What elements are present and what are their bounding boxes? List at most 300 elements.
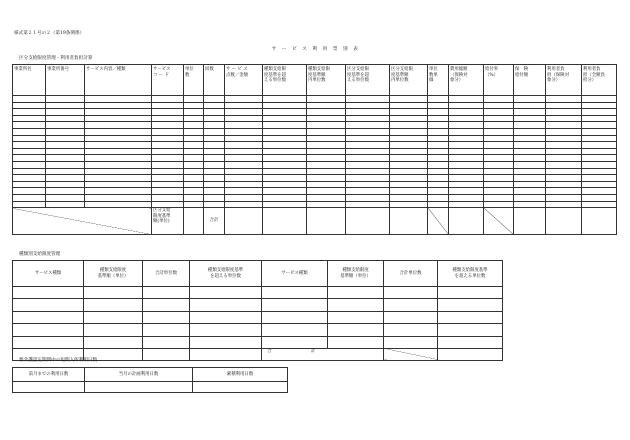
table-cell[interactable] xyxy=(514,168,546,175)
table-cell[interactable] xyxy=(46,188,85,195)
table-cell[interactable] xyxy=(328,287,384,299)
table-cell[interactable] xyxy=(46,96,85,103)
table-cell[interactable] xyxy=(85,135,152,142)
table-cell[interactable] xyxy=(13,135,46,142)
table-cell[interactable] xyxy=(13,109,46,116)
table-cell[interactable] xyxy=(13,155,46,162)
table-cell[interactable] xyxy=(428,109,449,116)
table-cell[interactable] xyxy=(449,168,484,175)
table-cell[interactable] xyxy=(514,102,546,109)
table-cell[interactable] xyxy=(346,181,390,188)
table-cell[interactable] xyxy=(85,115,152,122)
table-cell[interactable] xyxy=(307,175,346,182)
table-cell[interactable] xyxy=(390,115,428,122)
table-cell[interactable] xyxy=(546,201,582,208)
table-cell[interactable] xyxy=(307,109,346,116)
table-cell[interactable] xyxy=(13,324,84,336)
table-cell[interactable] xyxy=(484,168,514,175)
table-cell[interactable] xyxy=(328,336,384,348)
table-cell[interactable] xyxy=(390,96,428,103)
table-cell[interactable] xyxy=(184,168,204,175)
table-cell[interactable] xyxy=(484,109,514,116)
table-cell[interactable] xyxy=(514,128,546,135)
table-cell[interactable] xyxy=(546,102,582,109)
table-cell[interactable] xyxy=(307,142,346,149)
table-cell[interactable] xyxy=(428,181,449,188)
table-cell[interactable] xyxy=(546,148,582,155)
table-cell[interactable] xyxy=(390,155,428,162)
table-cell[interactable] xyxy=(225,168,263,175)
table-cell[interactable] xyxy=(582,168,617,175)
table-cell[interactable] xyxy=(546,115,582,122)
table-cell[interactable] xyxy=(307,181,346,188)
table-cell[interactable] xyxy=(546,135,582,142)
table-cell[interactable] xyxy=(390,122,428,129)
table-cell[interactable] xyxy=(184,128,204,135)
table-cell[interactable] xyxy=(484,148,514,155)
table-cell[interactable] xyxy=(84,287,143,299)
table-cell[interactable] xyxy=(307,128,346,135)
table-cell[interactable] xyxy=(13,311,84,323)
table-cell[interactable] xyxy=(346,161,390,168)
table-cell[interactable] xyxy=(85,194,152,201)
table-cell[interactable] xyxy=(85,122,152,129)
table-cell[interactable] xyxy=(46,122,85,129)
table-cell[interactable] xyxy=(484,194,514,201)
table-cell[interactable] xyxy=(225,201,263,208)
table-cell[interactable] xyxy=(190,299,262,311)
table-cell[interactable] xyxy=(13,122,46,129)
table-cell[interactable] xyxy=(84,299,143,311)
table-cell[interactable] xyxy=(390,135,428,142)
table-cell[interactable] xyxy=(143,324,190,336)
table-cell[interactable] xyxy=(384,287,438,299)
table-cell[interactable] xyxy=(307,115,346,122)
table-cell[interactable] xyxy=(582,115,617,122)
table-cell[interactable] xyxy=(190,287,262,299)
table-cell[interactable] xyxy=(484,102,514,109)
table-cell[interactable] xyxy=(514,135,546,142)
table-cell[interactable] xyxy=(582,102,617,109)
table-cell[interactable] xyxy=(204,122,225,129)
table-cell[interactable] xyxy=(346,142,390,149)
table-cell[interactable] xyxy=(46,175,85,182)
table-cell[interactable] xyxy=(263,115,307,122)
table-cell[interactable] xyxy=(225,181,263,188)
table-cell[interactable] xyxy=(152,194,184,201)
table-cell[interactable] xyxy=(263,175,307,182)
table-cell[interactable] xyxy=(346,201,390,208)
table-cell[interactable] xyxy=(263,148,307,155)
table-cell[interactable] xyxy=(514,188,546,195)
table-cell[interactable] xyxy=(428,102,449,109)
table-cell[interactable] xyxy=(184,115,204,122)
table-cell[interactable] xyxy=(449,96,484,103)
table-cell[interactable] xyxy=(263,155,307,162)
table-cell[interactable] xyxy=(514,175,546,182)
table-cell[interactable] xyxy=(484,128,514,135)
table-cell[interactable] xyxy=(143,336,190,348)
table-cell[interactable] xyxy=(46,168,85,175)
table-cell[interactable] xyxy=(307,155,346,162)
table-cell[interactable] xyxy=(428,194,449,201)
table-cell[interactable] xyxy=(263,201,307,208)
table-cell[interactable] xyxy=(85,96,152,103)
table-cell[interactable] xyxy=(204,201,225,208)
table-cell[interactable] xyxy=(225,122,263,129)
table-cell[interactable] xyxy=(46,102,85,109)
table-cell[interactable] xyxy=(428,148,449,155)
table-cell[interactable] xyxy=(85,188,152,195)
table-cell[interactable] xyxy=(514,109,546,116)
table-cell[interactable] xyxy=(346,109,390,116)
table-cell[interactable] xyxy=(390,194,428,201)
table-cell[interactable] xyxy=(328,311,384,323)
table-cell[interactable] xyxy=(184,135,204,142)
table-cell[interactable] xyxy=(390,201,428,208)
table-cell[interactable] xyxy=(582,194,617,201)
table-cell[interactable] xyxy=(307,161,346,168)
table-cell[interactable] xyxy=(13,336,84,348)
table-cell[interactable] xyxy=(449,142,484,149)
table-cell[interactable] xyxy=(204,109,225,116)
table-cell[interactable] xyxy=(449,122,484,129)
table-cell[interactable] xyxy=(449,181,484,188)
table-cell[interactable] xyxy=(262,311,328,323)
table-cell[interactable] xyxy=(13,194,46,201)
table-cell[interactable] xyxy=(85,148,152,155)
table-cell[interactable] xyxy=(514,148,546,155)
table-cell[interactable] xyxy=(184,194,204,201)
table-cell[interactable] xyxy=(204,155,225,162)
table-cell[interactable] xyxy=(204,115,225,122)
table-cell[interactable] xyxy=(546,96,582,103)
table-cell[interactable] xyxy=(428,115,449,122)
table-cell[interactable] xyxy=(582,148,617,155)
table-cell[interactable] xyxy=(204,161,225,168)
table-cell[interactable] xyxy=(204,194,225,201)
table-cell[interactable] xyxy=(346,155,390,162)
table-cell[interactable] xyxy=(449,148,484,155)
table-cell[interactable] xyxy=(582,122,617,129)
table-cell[interactable] xyxy=(263,102,307,109)
table-cell[interactable] xyxy=(428,96,449,103)
table-cell[interactable] xyxy=(184,102,204,109)
table-cell[interactable] xyxy=(438,311,503,323)
table-cell[interactable] xyxy=(546,122,582,129)
table-cell[interactable] xyxy=(546,194,582,201)
table-cell[interactable] xyxy=(307,194,346,201)
table-cell[interactable] xyxy=(263,194,307,201)
table-cell[interactable] xyxy=(152,201,184,208)
table-cell[interactable] xyxy=(484,155,514,162)
table-cell[interactable] xyxy=(484,181,514,188)
table-cell[interactable] xyxy=(346,168,390,175)
table-cell[interactable] xyxy=(428,175,449,182)
table-cell[interactable] xyxy=(46,142,85,149)
table-cell[interactable] xyxy=(152,135,184,142)
table-cell[interactable] xyxy=(384,299,438,311)
table-cell[interactable] xyxy=(449,135,484,142)
table-cell[interactable] xyxy=(13,181,46,188)
table-cell[interactable] xyxy=(13,201,46,208)
table-cell[interactable] xyxy=(384,336,438,348)
table-cell[interactable] xyxy=(346,188,390,195)
table-cell[interactable] xyxy=(204,96,225,103)
table-cell[interactable] xyxy=(449,161,484,168)
table-cell[interactable] xyxy=(514,161,546,168)
table-cell[interactable] xyxy=(263,135,307,142)
table-cell[interactable] xyxy=(263,168,307,175)
table-cell[interactable] xyxy=(390,168,428,175)
table-cell[interactable] xyxy=(46,128,85,135)
cumulative-days-value[interactable] xyxy=(193,382,288,393)
table-cell[interactable] xyxy=(46,181,85,188)
table-cell[interactable] xyxy=(190,336,262,348)
table-cell[interactable] xyxy=(263,96,307,103)
table-cell[interactable] xyxy=(85,181,152,188)
table-cell[interactable] xyxy=(514,96,546,103)
table-cell[interactable] xyxy=(328,299,384,311)
table-cell[interactable] xyxy=(204,142,225,149)
table-cell[interactable] xyxy=(204,168,225,175)
table-cell[interactable] xyxy=(85,142,152,149)
table-cell[interactable] xyxy=(328,324,384,336)
table-cell[interactable] xyxy=(225,148,263,155)
table-cell[interactable] xyxy=(307,148,346,155)
table-cell[interactable] xyxy=(582,175,617,182)
table-cell[interactable] xyxy=(184,201,204,208)
table-cell[interactable] xyxy=(225,96,263,103)
table-cell[interactable] xyxy=(152,109,184,116)
table-cell[interactable] xyxy=(263,161,307,168)
table-cell[interactable] xyxy=(262,324,328,336)
table-cell[interactable] xyxy=(46,194,85,201)
table-cell[interactable] xyxy=(438,299,503,311)
table-cell[interactable] xyxy=(390,161,428,168)
table-cell[interactable] xyxy=(438,287,503,299)
table-cell[interactable] xyxy=(346,148,390,155)
table-cell[interactable] xyxy=(582,109,617,116)
table-cell[interactable] xyxy=(546,168,582,175)
table-cell[interactable] xyxy=(13,148,46,155)
table-cell[interactable] xyxy=(152,122,184,129)
planned-days-value[interactable] xyxy=(85,382,193,393)
table-cell[interactable] xyxy=(46,201,85,208)
table-cell[interactable] xyxy=(546,181,582,188)
table-cell[interactable] xyxy=(307,122,346,129)
table-cell[interactable] xyxy=(449,102,484,109)
table-cell[interactable] xyxy=(582,201,617,208)
table-cell[interactable] xyxy=(204,181,225,188)
table-cell[interactable] xyxy=(225,155,263,162)
table-cell[interactable] xyxy=(85,201,152,208)
table-cell[interactable] xyxy=(449,175,484,182)
table-cell[interactable] xyxy=(449,115,484,122)
table-cell[interactable] xyxy=(204,175,225,182)
table-cell[interactable] xyxy=(13,128,46,135)
table-cell[interactable] xyxy=(514,181,546,188)
table-cell[interactable] xyxy=(449,194,484,201)
table-cell[interactable] xyxy=(225,161,263,168)
table-cell[interactable] xyxy=(204,148,225,155)
table-cell[interactable] xyxy=(13,188,46,195)
table-cell[interactable] xyxy=(390,109,428,116)
table-cell[interactable] xyxy=(225,194,263,201)
table-cell[interactable] xyxy=(428,168,449,175)
table-cell[interactable] xyxy=(13,161,46,168)
table-cell[interactable] xyxy=(514,115,546,122)
table-cell[interactable] xyxy=(225,175,263,182)
table-cell[interactable] xyxy=(438,336,503,348)
table-cell[interactable] xyxy=(184,148,204,155)
table-cell[interactable] xyxy=(225,102,263,109)
table-cell[interactable] xyxy=(346,96,390,103)
table-cell[interactable] xyxy=(346,175,390,182)
table-cell[interactable] xyxy=(184,175,204,182)
table-cell[interactable] xyxy=(152,168,184,175)
table-cell[interactable] xyxy=(84,336,143,348)
table-cell[interactable] xyxy=(484,161,514,168)
table-cell[interactable] xyxy=(152,175,184,182)
table-cell[interactable] xyxy=(225,115,263,122)
table-cell[interactable] xyxy=(225,128,263,135)
table-cell[interactable] xyxy=(428,155,449,162)
table-cell[interactable] xyxy=(262,336,328,348)
table-cell[interactable] xyxy=(546,142,582,149)
table-cell[interactable] xyxy=(184,181,204,188)
table-cell[interactable] xyxy=(46,148,85,155)
table-cell[interactable] xyxy=(514,122,546,129)
table-cell[interactable] xyxy=(449,109,484,116)
table-cell[interactable] xyxy=(143,311,190,323)
table-cell[interactable] xyxy=(152,102,184,109)
table-cell[interactable] xyxy=(346,122,390,129)
table-cell[interactable] xyxy=(184,161,204,168)
table-cell[interactable] xyxy=(85,102,152,109)
table-cell[interactable] xyxy=(225,142,263,149)
table-cell[interactable] xyxy=(582,128,617,135)
table-cell[interactable] xyxy=(428,128,449,135)
table-cell[interactable] xyxy=(13,287,84,299)
table-cell[interactable] xyxy=(204,102,225,109)
table-cell[interactable] xyxy=(204,128,225,135)
table-cell[interactable] xyxy=(307,201,346,208)
table-cell[interactable] xyxy=(184,109,204,116)
table-cell[interactable] xyxy=(582,96,617,103)
table-cell[interactable] xyxy=(84,311,143,323)
table-cell[interactable] xyxy=(484,142,514,149)
table-cell[interactable] xyxy=(307,135,346,142)
table-cell[interactable] xyxy=(13,299,84,311)
table-cell[interactable] xyxy=(85,109,152,116)
table-cell[interactable] xyxy=(13,142,46,149)
table-cell[interactable] xyxy=(184,142,204,149)
table-cell[interactable] xyxy=(152,155,184,162)
table-cell[interactable] xyxy=(428,161,449,168)
table-cell[interactable] xyxy=(390,142,428,149)
table-cell[interactable] xyxy=(582,155,617,162)
table-cell[interactable] xyxy=(346,194,390,201)
table-cell[interactable] xyxy=(307,168,346,175)
table-cell[interactable] xyxy=(428,201,449,208)
table-cell[interactable] xyxy=(514,194,546,201)
table-cell[interactable] xyxy=(449,201,484,208)
table-cell[interactable] xyxy=(484,201,514,208)
table-cell[interactable] xyxy=(263,128,307,135)
table-cell[interactable] xyxy=(546,128,582,135)
table-cell[interactable] xyxy=(152,96,184,103)
table-cell[interactable] xyxy=(85,175,152,182)
table-cell[interactable] xyxy=(46,155,85,162)
table-cell[interactable] xyxy=(46,109,85,116)
table-cell[interactable] xyxy=(582,181,617,188)
table-cell[interactable] xyxy=(346,102,390,109)
table-cell[interactable] xyxy=(263,109,307,116)
table-cell[interactable] xyxy=(390,188,428,195)
table-cell[interactable] xyxy=(390,181,428,188)
table-cell[interactable] xyxy=(225,188,263,195)
table-cell[interactable] xyxy=(152,161,184,168)
table-cell[interactable] xyxy=(307,96,346,103)
table-cell[interactable] xyxy=(263,142,307,149)
table-cell[interactable] xyxy=(13,115,46,122)
table-cell[interactable] xyxy=(582,188,617,195)
table-cell[interactable] xyxy=(390,175,428,182)
table-cell[interactable] xyxy=(484,115,514,122)
table-cell[interactable] xyxy=(449,155,484,162)
table-cell[interactable] xyxy=(204,188,225,195)
table-cell[interactable] xyxy=(13,175,46,182)
table-cell[interactable] xyxy=(84,324,143,336)
table-cell[interactable] xyxy=(46,135,85,142)
table-cell[interactable] xyxy=(152,128,184,135)
table-cell[interactable] xyxy=(484,175,514,182)
table-cell[interactable] xyxy=(262,299,328,311)
table-cell[interactable] xyxy=(514,201,546,208)
table-cell[interactable] xyxy=(384,324,438,336)
table-cell[interactable] xyxy=(85,168,152,175)
table-cell[interactable] xyxy=(225,135,263,142)
table-cell[interactable] xyxy=(428,188,449,195)
table-cell[interactable] xyxy=(225,109,263,116)
table-cell[interactable] xyxy=(546,161,582,168)
table-cell[interactable] xyxy=(85,128,152,135)
table-cell[interactable] xyxy=(582,135,617,142)
table-cell[interactable] xyxy=(152,115,184,122)
table-cell[interactable] xyxy=(546,175,582,182)
table-cell[interactable] xyxy=(152,148,184,155)
table-cell[interactable] xyxy=(346,115,390,122)
table-cell[interactable] xyxy=(184,122,204,129)
table-cell[interactable] xyxy=(438,324,503,336)
table-cell[interactable] xyxy=(190,311,262,323)
table-cell[interactable] xyxy=(346,135,390,142)
table-cell[interactable] xyxy=(484,96,514,103)
table-cell[interactable] xyxy=(13,96,46,103)
table-cell[interactable] xyxy=(152,142,184,149)
table-cell[interactable] xyxy=(307,188,346,195)
table-cell[interactable] xyxy=(514,155,546,162)
table-cell[interactable] xyxy=(484,135,514,142)
table-cell[interactable] xyxy=(484,122,514,129)
table-cell[interactable] xyxy=(546,188,582,195)
table-cell[interactable] xyxy=(514,142,546,149)
table-cell[interactable] xyxy=(307,102,346,109)
table-cell[interactable] xyxy=(262,287,328,299)
table-cell[interactable] xyxy=(346,128,390,135)
table-cell[interactable] xyxy=(428,142,449,149)
